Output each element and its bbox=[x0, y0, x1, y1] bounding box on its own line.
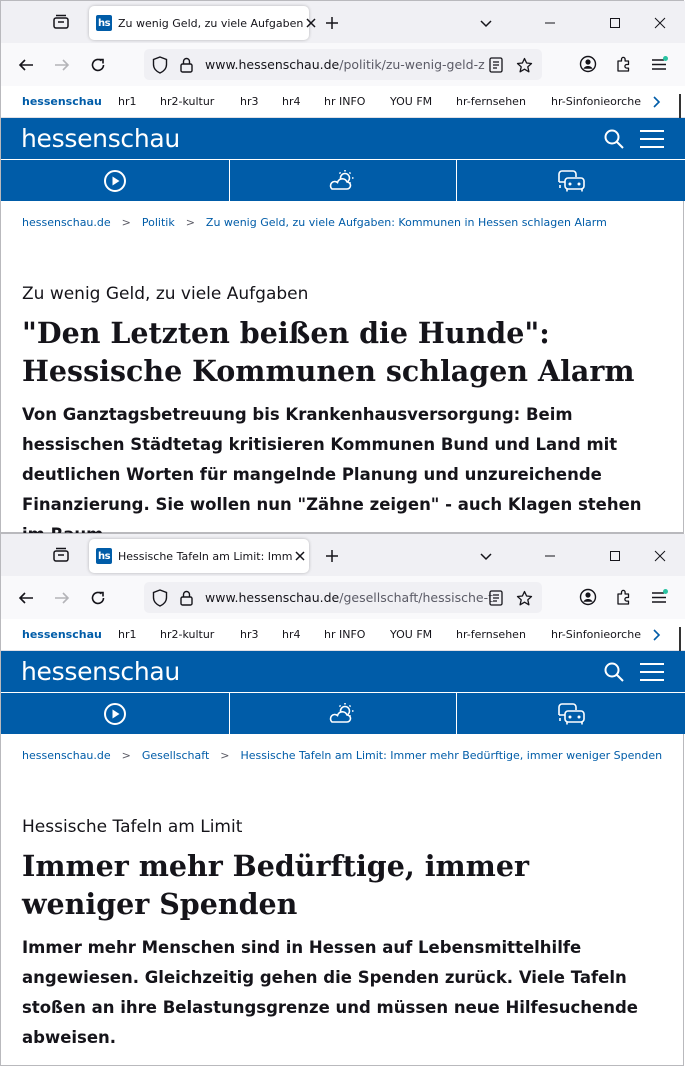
site-header bbox=[1, 651, 685, 692]
shield-icon[interactable] bbox=[151, 56, 169, 74]
url-path: /gesellschaft/hessische-t bbox=[339, 590, 494, 605]
bookmark-hr4[interactable]: hr4 bbox=[282, 95, 301, 108]
site-menu-icon[interactable] bbox=[639, 661, 665, 683]
bookmark-hr-sinfonieorchester[interactable]: hr-Sinfonieorche bbox=[551, 628, 641, 641]
bookmark-hr-info[interactable]: hr INFO bbox=[324, 95, 366, 108]
plus-icon[interactable] bbox=[321, 12, 343, 34]
scrollbar-thumb[interactable] bbox=[679, 627, 681, 651]
play-icon[interactable] bbox=[1, 160, 228, 201]
window-close-icon[interactable] bbox=[649, 12, 671, 34]
weather-icon[interactable] bbox=[229, 160, 456, 201]
bookmark-hr2-kultur[interactable]: hr2-kultur bbox=[160, 628, 215, 641]
reload-icon[interactable] bbox=[86, 53, 110, 77]
url-bar[interactable] bbox=[144, 582, 542, 613]
account-icon[interactable] bbox=[577, 53, 599, 75]
close-icon[interactable] bbox=[303, 15, 319, 31]
plus-icon[interactable] bbox=[321, 545, 343, 567]
reader-view-icon[interactable] bbox=[487, 589, 505, 607]
bookmark-you-fm[interactable]: YOU FM bbox=[390, 628, 433, 641]
traffic-icon[interactable] bbox=[456, 693, 685, 734]
bookmarks-bar bbox=[1, 86, 685, 118]
minimize-icon[interactable] bbox=[539, 12, 561, 34]
reload-icon[interactable] bbox=[86, 586, 110, 610]
arrow-left-icon[interactable] bbox=[14, 53, 38, 77]
browser-window-1 bbox=[0, 0, 684, 533]
tab-strip bbox=[1, 1, 685, 43]
bookmark-hr1[interactable]: hr1 bbox=[118, 95, 137, 108]
shield-icon[interactable] bbox=[151, 589, 169, 607]
bookmark-hr2-kultur[interactable]: hr2-kultur bbox=[160, 95, 215, 108]
search-icon[interactable] bbox=[602, 127, 626, 151]
bookmark-hessenschau[interactable]: hessenschau bbox=[22, 95, 102, 108]
url-path: /politik/zu-wenig-geld-z bbox=[339, 57, 485, 72]
traffic-icon[interactable] bbox=[456, 160, 685, 201]
hamburger-icon[interactable] bbox=[648, 586, 670, 608]
play-icon[interactable] bbox=[1, 693, 228, 734]
chevron-down-icon[interactable] bbox=[475, 12, 497, 34]
breadcrumb-section[interactable]: Gesellschaft bbox=[141, 749, 210, 762]
bookmark-hessenschau[interactable]: hessenschau bbox=[22, 628, 102, 641]
chevron-down-icon[interactable] bbox=[475, 545, 497, 567]
close-icon[interactable] bbox=[292, 548, 308, 564]
article-kicker: Zu wenig Geld, zu viele Aufgaben bbox=[22, 284, 309, 304]
url-text[interactable] bbox=[205, 590, 494, 605]
tab-title: Hessische Tafeln am Limit: Imm bbox=[118, 549, 293, 563]
arrow-left-icon[interactable] bbox=[14, 586, 38, 610]
arrow-right-icon[interactable] bbox=[50, 53, 74, 77]
site-menu-icon[interactable] bbox=[639, 128, 665, 150]
bookmark-hr-fernsehen[interactable]: hr-fernsehen bbox=[456, 95, 526, 108]
tab-list-icon[interactable] bbox=[49, 544, 73, 566]
breadcrumb-separator: > bbox=[121, 749, 131, 762]
breadcrumb bbox=[22, 749, 662, 762]
bookmark-you-fm[interactable]: YOU FM bbox=[390, 95, 433, 108]
puzzle-icon[interactable] bbox=[613, 53, 635, 75]
article-teaser: Von Ganztagsbetreuung bis Krankenhausversorgung: Beim hessischen Städtetag kritisieren Kommunen Bund und Land mit deutlichen Worten für mangelnde Planung und unzureichende Finanzierung. Sie wollen nun "Zähne zeigen" - auch Klagen stehen bbox=[22, 405, 642, 514]
bookmark-hr-fernsehen[interactable]: hr-fernsehen bbox=[456, 628, 526, 641]
star-icon[interactable] bbox=[514, 55, 534, 75]
lock-icon[interactable] bbox=[178, 589, 194, 607]
site-logo[interactable]: hessenschau bbox=[21, 657, 180, 686]
site-logo[interactable]: hessenschau bbox=[21, 124, 180, 153]
article-headline: "Den Letzten beißen die Hunde": Hessische Kommunen schlagen Alarm bbox=[22, 316, 635, 388]
puzzle-icon[interactable] bbox=[613, 586, 635, 608]
account-icon[interactable] bbox=[577, 586, 599, 608]
quick-links bbox=[1, 159, 685, 201]
breadcrumb-home[interactable]: hessenschau.de bbox=[22, 216, 111, 229]
breadcrumb-current[interactable]: Zu wenig Geld, zu viele Aufgaben: Kommunen in Hessen schlagen Alarm bbox=[205, 216, 607, 229]
reader-view-icon[interactable] bbox=[487, 56, 505, 74]
weather-icon[interactable] bbox=[229, 693, 456, 734]
bookmark-hr-sinfonieorchester[interactable]: hr-Sinfonieorche bbox=[551, 95, 641, 108]
browser-window-2 bbox=[0, 533, 684, 1066]
search-icon[interactable] bbox=[602, 660, 626, 684]
bookmark-hr-info[interactable]: hr INFO bbox=[324, 628, 366, 641]
chevron-right-icon[interactable] bbox=[648, 627, 664, 643]
article-kicker: Hessische Tafeln am Limit bbox=[22, 817, 243, 837]
favicon-hs-icon: hs bbox=[96, 548, 112, 564]
maximize-icon[interactable] bbox=[604, 545, 626, 567]
hamburger-icon[interactable] bbox=[648, 53, 670, 75]
tab-active[interactable] bbox=[89, 6, 309, 40]
tab-strip bbox=[1, 534, 685, 576]
bookmarks-bar bbox=[1, 619, 685, 651]
bookmark-hr3[interactable]: hr3 bbox=[240, 95, 259, 108]
bookmark-hr3[interactable]: hr3 bbox=[240, 628, 259, 641]
url-host: www.hessenschau.de bbox=[205, 590, 340, 605]
breadcrumb-section[interactable]: Politik bbox=[141, 216, 175, 229]
tab-list-icon[interactable] bbox=[49, 11, 73, 33]
bookmark-hr4[interactable]: hr4 bbox=[282, 628, 301, 641]
lock-icon[interactable] bbox=[178, 56, 194, 74]
maximize-icon[interactable] bbox=[604, 12, 626, 34]
site-header bbox=[1, 118, 685, 159]
article-headline: Immer mehr Bedürftige, immer weniger Spenden bbox=[22, 849, 529, 921]
breadcrumb-separator: > bbox=[185, 216, 195, 229]
url-host: www.hessenschau.de bbox=[205, 57, 340, 72]
breadcrumb-separator: > bbox=[220, 749, 230, 762]
favicon-hs-icon: hs bbox=[96, 15, 112, 31]
tab-active[interactable] bbox=[89, 539, 309, 573]
window-close-icon[interactable] bbox=[649, 545, 671, 567]
star-icon[interactable] bbox=[514, 588, 534, 608]
breadcrumb bbox=[22, 216, 607, 229]
url-text[interactable] bbox=[205, 57, 485, 72]
breadcrumb-home[interactable]: hessenschau.de bbox=[22, 749, 111, 762]
article-teaser: Immer mehr Menschen sind in Hessen auf Lebensmittelhilfe angewiesen. Gleichzeitig gehen die Spenden zurück. Viele Tafeln stoßen an ihre Belastungsgrenze und müssen neue Hilfesuchende abweisen. bbox=[22, 938, 638, 1047]
minimize-icon[interactable] bbox=[539, 545, 561, 567]
url-bar[interactable] bbox=[144, 49, 542, 80]
breadcrumb-separator: > bbox=[121, 216, 131, 229]
scrollbar-thumb[interactable] bbox=[679, 94, 681, 118]
arrow-right-icon[interactable] bbox=[50, 586, 74, 610]
tab-title: Zu wenig Geld, zu viele Aufgaben bbox=[118, 16, 304, 30]
breadcrumb-current[interactable]: Hessische Tafeln am Limit: Immer mehr Bedürftige, immer weniger Spenden bbox=[240, 749, 663, 762]
quick-links bbox=[1, 692, 685, 734]
bookmark-hr1[interactable]: hr1 bbox=[118, 628, 137, 641]
chevron-right-icon[interactable] bbox=[648, 94, 664, 110]
